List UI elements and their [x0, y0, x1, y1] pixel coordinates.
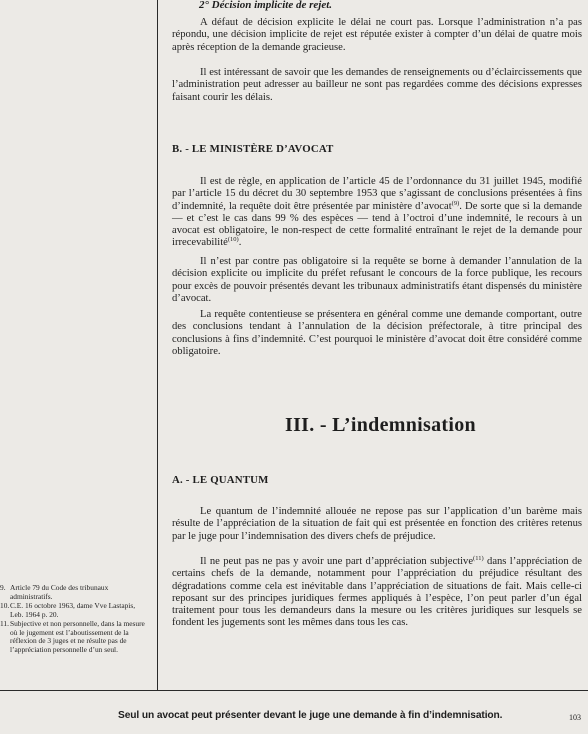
- text-run: . De sorte que si la demande — et c’est le cas dans 99 % des espèces — tend à l’octroi d’une indemnité, le recours à un avocat est obligatoire, le non-respect de cette formalité entraînant le rejet de la demande pour irrecevabilité: [172, 200, 583, 249]
- footnote: [0, 584, 150, 601]
- paragraph-block-6: [172, 506, 582, 543]
- footnote: [0, 620, 150, 654]
- footnote-number: 11.: [0, 619, 9, 628]
- footnote-ref: (10): [227, 236, 239, 244]
- column-divider: [157, 0, 158, 690]
- section-heading-a: A. - LE QUANTUM: [172, 474, 269, 486]
- paragraph: La requête contentieuse se présentera en général comme une demande comportant, outre des conclusions tendant à l’annulation de la décision préfectorale, à titre principal des conclusions à fins d’indemnité. C’est pourquoi le ministère d’avocat doit être considéré comme obligatoire.: [172, 309, 582, 357]
- footnote: [0, 602, 150, 619]
- paragraph: Il n’est par contre pas obligatoire si la requête se borne à demander l’annulation de la décision explicite ou implicite du préfet refusant le concours de la force publique, les recours pour excès de pouvoir présentés devant les tribunaux administratifs étant dispensés du ministère d’avocat.: [172, 256, 582, 304]
- footnote-text: Subjective et non personnelle, dans la mesure où le jugement est l’aboutissement de la réflexion de 3 juges et ne résulte pas de l’appréciation personnelle d’un seul.: [10, 619, 145, 654]
- paragraph: [172, 556, 582, 630]
- footnote-number: 9.: [0, 583, 6, 592]
- paragraph: Le quantum de l’indemnité allouée ne repose pas sur l’application d’un barème mais résulte de l’appréciation de la situation de fait qui est présentée en fonction des critères retenus par le juge pour l’indemnisation des divers chefs de préjudice.: [172, 506, 582, 542]
- paragraph: Il est intéressant de savoir que les demandes de renseignements ou d’éclaircissements que l’administration peut adresser au bailleur ne sont pas regardées comme des décisions expresses faisant courir les délais.: [172, 67, 582, 103]
- paragraph-block-2: [172, 67, 582, 104]
- subheading: 2° Décision implicite de rejet.: [199, 0, 333, 11]
- footnotes: [0, 584, 150, 655]
- paragraph-block-5: [172, 309, 582, 358]
- footnote-ref: (11): [473, 555, 484, 562]
- text-run: Il est de règle, en application de l’article 45 de l’ordonnance du 31 juillet 1945, modifié par l’article 15 du décret du 30 septembre 1953 que s’agissant de conclusions présentées à fins d’indemnité, la requête doit être présentée par ministère d’avocat: [172, 176, 582, 212]
- text-run: Il ne peut pas ne pas y avoir une part d’appréciation subjective: [200, 556, 474, 567]
- text-run: .: [238, 237, 242, 249]
- paragraph-block-1: [172, 17, 582, 54]
- footnote-text: Article 79 du Code des tribunaux administratifs.: [10, 583, 109, 601]
- paragraph: A défaut de décision explicite le délai ne court pas. Lorsque l’administration n’a pas répondu, une décision implicite de rejet est réputée exister à compter d’un délai de quatre mois après réception de la demande gracieuse.: [172, 17, 582, 53]
- paragraph-block-7: [172, 556, 582, 630]
- page-number: 103: [569, 713, 581, 722]
- chapter-title: III. - L’indemnisation: [285, 414, 476, 436]
- paragraph-block-3: [172, 176, 582, 250]
- footnote-text: C.E. 16 octobre 1963, dame Vve Lastapis, Leb. 1964 p. 20.: [10, 601, 136, 619]
- footer-caption: Seul un avocat peut présenter devant le juge une demande à fin d’indemnisation.: [118, 710, 503, 721]
- footnote-number: 10.: [0, 601, 10, 610]
- paragraph: [172, 176, 582, 250]
- section-heading-b: B. - LE MINISTÈRE D’AVOCAT: [172, 143, 334, 155]
- footer-rule: [0, 690, 588, 691]
- footnote-ref: (9): [451, 199, 460, 207]
- paragraph-block-4: [172, 256, 582, 305]
- text-run: dans l’appréciation de certains chefs de la demande, notamment pour l’appréciation du préjudice résultant des dégradations comme cela est inévitable dans l’appréciation de situations de fait. Mais celle-ci reposant sur des principes juridiques fermes appliqués à l’espèce, l’on peut parler d’un égal traitement pour tous les demandeurs dans la mesure ou les critères juridiques sur lesquels se fondent les jugements sont les mêmes dans tous les cas.: [172, 556, 583, 629]
